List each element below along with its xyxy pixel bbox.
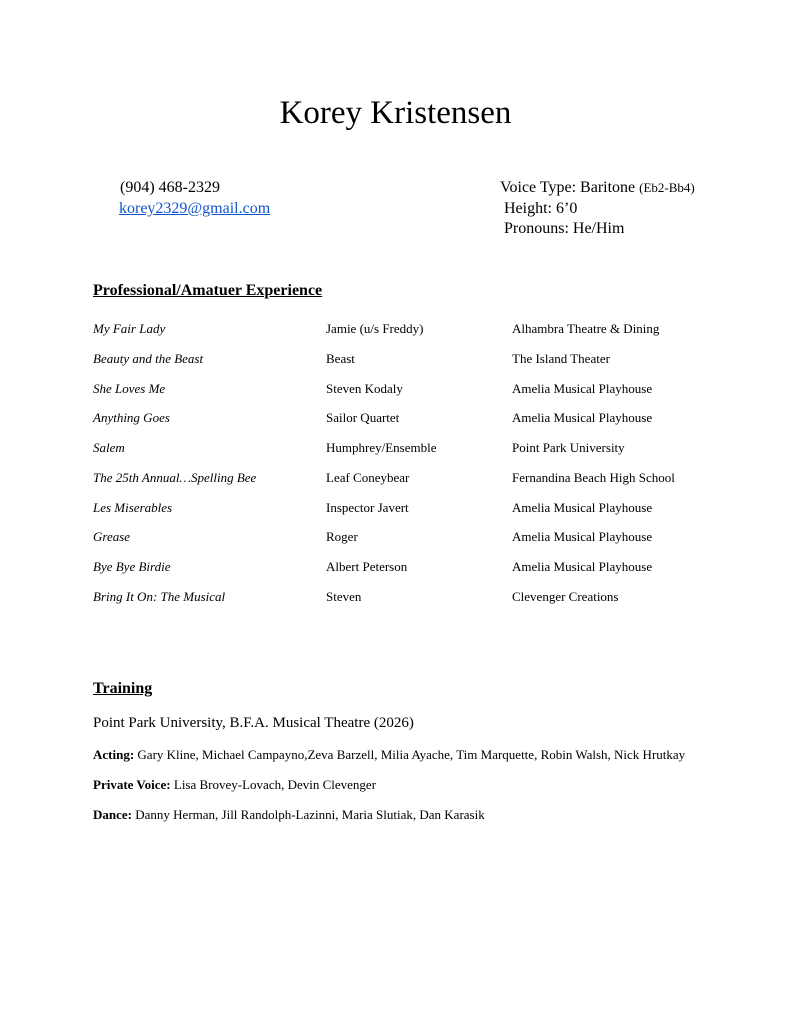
role: Humphrey/Ensemble [326, 440, 437, 455]
resume-name: Korey Kristensen [279, 95, 512, 131]
table-row [93, 587, 733, 607]
dance-label: Dance: [93, 807, 132, 822]
role: Inspector Javert [326, 500, 409, 515]
venue: Amelia Musical Playhouse [512, 529, 653, 544]
show-title: My Fair Lady [93, 321, 166, 336]
table-row [93, 527, 733, 547]
voice-type [500, 178, 695, 198]
role: Steven [326, 589, 362, 604]
role: Sailor Quartet [326, 410, 400, 425]
venue: The Island Theater [512, 351, 610, 366]
show-title: Bye Bye Birdie [93, 559, 171, 574]
voice-label: Private Voice: [93, 777, 171, 792]
table-row [93, 379, 733, 399]
dance-teachers [93, 805, 485, 825]
table-row [93, 438, 733, 458]
venue: Amelia Musical Playhouse [512, 410, 653, 425]
table-row [93, 408, 733, 428]
email-link[interactable]: korey2329@gmail.com [119, 200, 271, 217]
venue: Point Park University [512, 440, 625, 455]
table-row [93, 468, 733, 488]
role: Roger [326, 529, 358, 544]
table-row [93, 349, 733, 369]
role: Leaf Coneybear [326, 470, 410, 485]
voice-teachers [93, 775, 376, 795]
voice-range: (Eb2-Bb4) [639, 180, 695, 195]
voice-type-label: Voice Type: Baritone [500, 179, 636, 196]
table-row [93, 319, 733, 339]
experience-heading: Professional/Amatuer Experience [93, 282, 323, 299]
role: Albert Peterson [326, 559, 408, 574]
show-title: Les Miserables [93, 500, 173, 515]
show-title: Salem [93, 440, 125, 455]
venue: Alhambra Theatre & Dining [512, 321, 660, 336]
venue: Fernandina Beach High School [512, 470, 675, 485]
venue: Amelia Musical Playhouse [512, 500, 653, 515]
dance-list: Danny Herman, Jill Randolph-Lazinni, Maria Slutiak, Dan Karasik [135, 807, 485, 822]
table-row [93, 498, 733, 518]
role: Steven Kodaly [326, 381, 403, 396]
show-title: Anything Goes [93, 410, 170, 425]
show-title: Bring It On: The Musical [93, 589, 226, 604]
table-row [93, 557, 733, 577]
training-school: Point Park University, B.F.A. Musical Theatre (2026) [93, 715, 414, 731]
role: Jamie (u/s Freddy) [326, 321, 424, 336]
height: Height: 6’0 [504, 200, 578, 217]
voice-list: Lisa Brovey-Lovach, Devin Clevenger [173, 777, 377, 792]
show-title: Beauty and the Beast [93, 351, 204, 366]
acting-teachers [93, 745, 685, 765]
venue: Clevenger Creations [512, 589, 619, 604]
show-title: She Loves Me [93, 381, 166, 396]
acting-list: Gary Kline, Michael Campayno,Zeva Barzell, Milia Ayache, Tim Marquette, Robin Walsh, Nick Hrutkay [137, 747, 686, 762]
pronouns: Pronouns: He/Him [504, 220, 625, 237]
acting-label: Acting: [93, 747, 135, 762]
role: Beast [326, 351, 355, 366]
phone-number: (904) 468-2329 [120, 179, 220, 196]
venue: Amelia Musical Playhouse [512, 559, 653, 574]
training-heading: Training [93, 680, 153, 697]
venue: Amelia Musical Playhouse [512, 381, 653, 396]
show-title: Grease [93, 529, 131, 544]
show-title: The 25th Annual…Spelling Bee [93, 470, 257, 485]
